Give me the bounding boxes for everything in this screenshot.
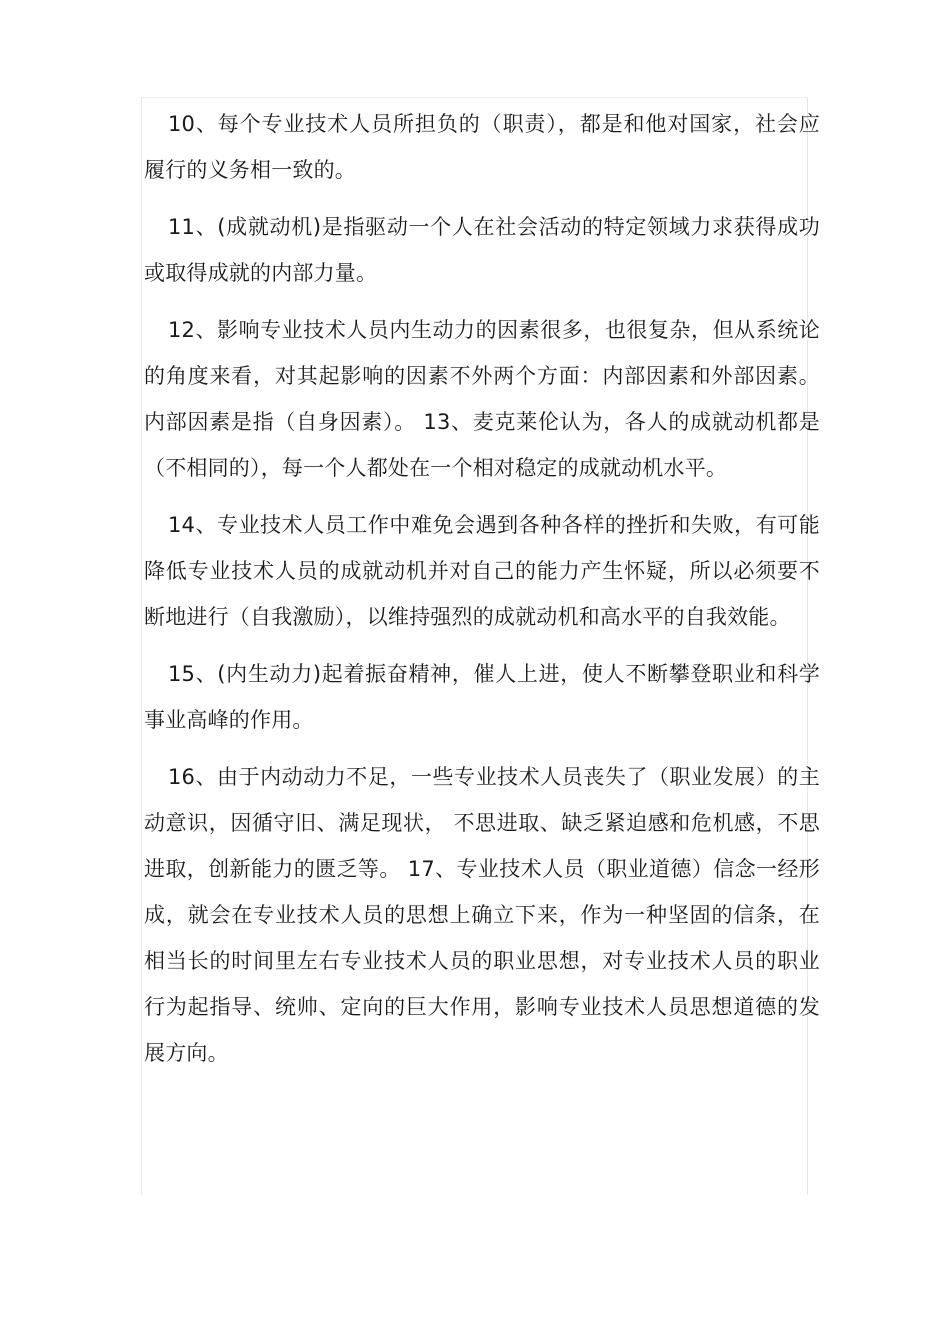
paragraph-11: 11、(成就动机)是指驱动一个人在社会活动的特定领域力求获得成功或取得成就的内部力量。 [144,215,820,285]
paragraph-15: 15、(内生动力)起着振奋精神，催人上进，使人不断攀登职业和科学事业高峰的作用。 [144,662,820,732]
paragraph-16-17: 16、由于内动动力不足，一些专业技术人员丧失了（职业发展）的主动意识，因循守旧、满足现状， 不思进取、缺乏紧迫感和危机感，不思进取，创新能力的匮乏等。 17、专业技术人员（职业道德）信念一经形成，就会在专业技术人员的思想上确立下来，作为一种坚固的信条，在相当长的时间里左右专业技术人员的职业思想，对专业技术人员的职业行为起指导、统帅、定向的巨大作用，影响专业技术人员思想道德的发展方向。 [144,765,820,1065]
paragraph-10: 10、每个专业技术人员所担负的（职责），都是和他对国家，社会应履行的义务相一致的。 [144,112,820,182]
document-body [144,101,820,1087]
paragraph-12-13: 12、影响专业技术人员内生动力的因素很多，也很复杂，但从系统论的角度来看，对其起影响的因素不外两个方面：内部因素和外部因素。内部因素是指（自身因素）。 13、麦克莱伦认为，各人的成就动机都是（不相同的），每一个人都处在一个相对稳定的成就动机水平。 [144,318,820,480]
paragraph-14: 14、专业技术人员工作中难免会遇到各种各样的挫折和失败，有可能降低专业技术人员的成就动机并对自己的能力产生怀疑，所以必须要不断地进行（自我激励），以维持强烈的成就动机和高水平的自我效能。 [144,513,820,629]
